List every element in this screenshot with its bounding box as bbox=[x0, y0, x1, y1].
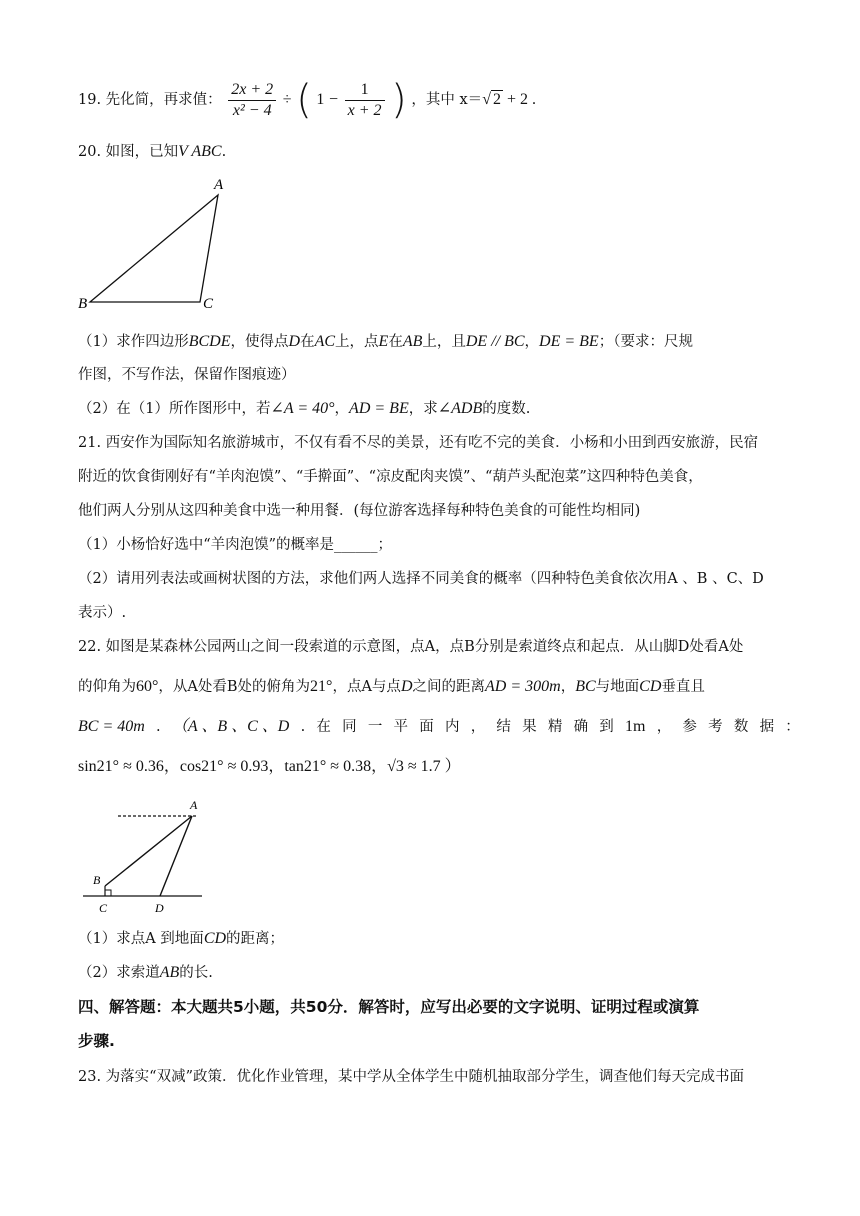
q20-p2-text-d: 的度数. bbox=[482, 401, 531, 417]
q21-part2: （2）请用列表法或画树状图的方法，求他们两人选择不同美食的概率（四种特色美食依次用A 、B 、C、D bbox=[78, 571, 764, 587]
q22-line2 bbox=[78, 676, 800, 698]
q22-l3-item: 参 bbox=[682, 719, 697, 735]
q19-number: 19. bbox=[78, 92, 102, 108]
q20-p1-text-a: （1）求作四边形 bbox=[78, 334, 189, 350]
section-4-heading-cont: 步骤. bbox=[78, 1032, 115, 1050]
q20-label-b: B bbox=[78, 296, 88, 312]
q22-l3-item: . bbox=[300, 719, 306, 735]
q21-line3: 他们两人分别从这四种美食中选一种用餐．(每位游客选择每种特色美食的可能性均相同) bbox=[78, 503, 641, 519]
q20-triangle-shape bbox=[90, 195, 218, 302]
q19-frac1-numerator: 2x + 2 bbox=[228, 80, 276, 101]
q22-l3-item: 结 bbox=[496, 719, 511, 735]
section-4-heading: 四、解答题：本大题共5小题，共50分．解答时，应写出必要的文字说明、证明过程或演算 bbox=[78, 998, 700, 1016]
q22-p2-a: （2）求索道 bbox=[78, 965, 160, 981]
q21-part2-cont: 表示）. bbox=[78, 605, 127, 621]
q19-frac2-numerator: 1 bbox=[345, 80, 385, 101]
q22-l3-item: 内 bbox=[444, 719, 460, 735]
q22-ad-distance: AD = 300m bbox=[485, 678, 561, 695]
q22-l3-item: 果 bbox=[522, 719, 537, 735]
q20-part1-cont: 作图，不写作法，保留作图痕迹） bbox=[78, 367, 296, 383]
q19-one: 1 bbox=[316, 91, 325, 108]
q20-part2 bbox=[78, 398, 800, 420]
q20-p2-text-c: ，求 bbox=[408, 401, 438, 417]
q19-left-paren: ( bbox=[296, 77, 312, 123]
q22-cableway-figure bbox=[78, 792, 218, 922]
q20-p1-e: E bbox=[378, 333, 389, 350]
q20-label-c: C bbox=[203, 296, 214, 312]
q22-l2-b: ，从A处看B处的俯角为 bbox=[158, 679, 311, 695]
q20-intro bbox=[78, 141, 800, 163]
q21-part1: （1）小杨恰好选中“羊肉泡馍”的概率是______； bbox=[78, 537, 393, 553]
q22-l3-item: 一 bbox=[367, 719, 383, 735]
q19-right-paren: ) bbox=[391, 77, 407, 123]
q20-p1-d: D bbox=[288, 333, 301, 350]
q20-part1 bbox=[78, 331, 800, 353]
q22-angle-60: 60° bbox=[136, 678, 159, 695]
q19-sqrt: √ 2 bbox=[482, 91, 501, 108]
q20-p2-text-b: ， bbox=[334, 401, 350, 417]
q22-l2-d-point: D bbox=[400, 678, 413, 695]
q21-line1: 21. 西安作为国际知名旅游城市，不仅有看不尽的美景，还有吃不完的美食．小杨和小田到西安旅游，民宿 bbox=[78, 435, 759, 451]
q20-p2-equal: AD = BE bbox=[349, 400, 409, 417]
q22-p1-cd: CD bbox=[203, 930, 227, 947]
q22-l2-c: ，点A与点 bbox=[332, 679, 401, 695]
q20-p1-text-b: ，使得点 bbox=[230, 334, 289, 350]
q19-fraction-1 bbox=[228, 80, 276, 121]
q22-line1: 22. 如图是某森林公园两山之间一段索道的示意图，点A，点B分别是索道终点和起点．从山脚D处看A处 bbox=[78, 639, 744, 655]
q19-frac1-denominator: x² − 4 bbox=[232, 101, 272, 119]
q20-p1-parallel: DE // BC bbox=[465, 333, 525, 350]
q22-right-angle-mark bbox=[105, 890, 111, 896]
q20-p1-text-c: 在 bbox=[300, 334, 315, 350]
q20-p1-text-h: ；（要求：尺规 bbox=[598, 334, 693, 350]
q22-p2-ab: AB bbox=[159, 964, 180, 981]
q22-l3-item: 考 bbox=[708, 719, 723, 735]
q22-l3-item: 据 bbox=[759, 719, 775, 735]
q22-l3-item: . bbox=[156, 719, 161, 735]
q20-p1-ab: AB bbox=[402, 333, 423, 350]
q22-l2-e: ， bbox=[560, 679, 576, 695]
q22-l3-item: 精 bbox=[547, 719, 563, 735]
q22-l2-f: 与地面 bbox=[595, 679, 640, 695]
q22-p2-b: 的长. bbox=[179, 965, 213, 981]
q22-l3-item: ： bbox=[785, 719, 800, 735]
q20-intro-text: 如图，已知 bbox=[105, 144, 179, 160]
q22-bc-length: BC = 40m bbox=[78, 718, 145, 735]
q20-p1-equal: DE = BE bbox=[539, 333, 599, 350]
q19-where: ，其中 x＝ bbox=[411, 92, 483, 108]
q22-l3-item: ， bbox=[656, 719, 672, 735]
q19-line bbox=[78, 76, 800, 124]
q22-label-b: B bbox=[93, 873, 101, 887]
q22-l2-g: 垂直且 bbox=[661, 679, 705, 695]
q20-number: 20. bbox=[78, 144, 102, 160]
q20-triangle-name: V ABC bbox=[178, 143, 222, 160]
q22-label-a: A bbox=[190, 798, 198, 812]
q22-l3-points: （A 、B 、C 、D bbox=[171, 718, 290, 735]
q19-tail: + 2 . bbox=[502, 91, 536, 108]
q20-p2-target: ∠ADB bbox=[437, 400, 483, 417]
q22-cd: CD bbox=[639, 678, 662, 695]
q20-intro-end: . bbox=[221, 144, 227, 160]
q20-p1-text-f: 上，且 bbox=[422, 334, 466, 350]
q22-l3-item: 在 bbox=[316, 719, 331, 735]
q19-fraction-2 bbox=[345, 80, 385, 121]
q22-l2-d: 之间的距离 bbox=[412, 679, 485, 695]
q22-label-c: C bbox=[99, 901, 108, 915]
q19-frac2-denominator: x + 2 bbox=[347, 101, 382, 119]
q20-p1-text-e: 在 bbox=[388, 334, 403, 350]
q22-l3-precision: 1m bbox=[625, 718, 646, 735]
q20-p2-angle: ∠A = 40° bbox=[270, 400, 335, 417]
q22-part2 bbox=[78, 962, 800, 984]
q22-l3-item: 面 bbox=[419, 719, 434, 735]
q22-cable-ab bbox=[105, 816, 192, 886]
q21-line2: 附近的饮食街刚好有“羊肉泡馍”、“手擀面”、“凉皮配肉夹馍”、“葫芦头配泡菜”这四种特色美食， bbox=[78, 469, 703, 485]
q22-line3 bbox=[78, 716, 800, 738]
q22-l3-item: 平 bbox=[393, 719, 409, 735]
q23-line1: 23. 为落实“双减”政策．优化作业管理，某中学从全体学生中随机抽取部分学生，调查他们每天完成书面 bbox=[78, 1069, 744, 1085]
q22-bc: BC bbox=[575, 678, 596, 695]
q22-l3-item: 到 bbox=[599, 719, 614, 735]
q22-label-d: D bbox=[155, 901, 164, 915]
q22-p1-a: （1）求点A 到地面 bbox=[78, 931, 204, 947]
q22-l3-item: 同 bbox=[342, 719, 357, 735]
q19-lead: 先化简，再求值： bbox=[105, 92, 222, 108]
q20-triangle-figure bbox=[70, 170, 250, 320]
q20-label-a: A bbox=[214, 177, 224, 193]
q22-p1-b: 的距离； bbox=[226, 931, 285, 947]
q20-p1-ac: AC bbox=[314, 333, 336, 350]
q22-reference-data: sin21° ≈ 0.36，cos21° ≈ 0.93，tan21° ≈ 0.38，√3 ≈ 1.7 ） bbox=[78, 758, 461, 775]
q22-l3-item: 数 bbox=[733, 719, 749, 735]
q20-p1-text-g: ， bbox=[524, 334, 540, 350]
q19-divide-sign: ÷ bbox=[282, 91, 292, 108]
q22-angle-21: 21° bbox=[310, 678, 333, 695]
q20-p1-text-d: 上，点 bbox=[335, 334, 379, 350]
q22-part1 bbox=[78, 928, 800, 950]
q22-l2-a: 的仰角为 bbox=[78, 679, 136, 695]
q20-p2-text-a: （2）在（1）所作图形中，若 bbox=[78, 401, 271, 417]
q22-l3-item: 确 bbox=[573, 719, 589, 735]
q22-l3-item: ， bbox=[470, 719, 486, 735]
q19-minus: − bbox=[329, 91, 339, 108]
q19-sqrt-value: 2 bbox=[492, 91, 501, 108]
q20-p1-quad: BCDE bbox=[188, 333, 231, 350]
